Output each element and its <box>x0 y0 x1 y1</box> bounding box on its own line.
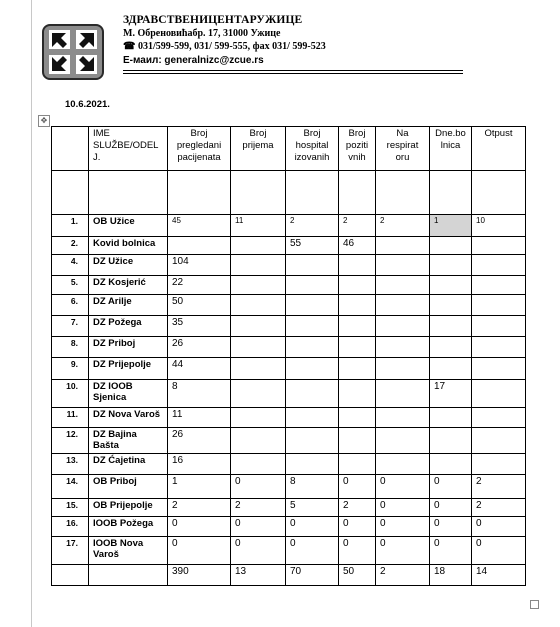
value-cell <box>430 454 472 475</box>
report-date: 10.6.2021. <box>65 99 110 110</box>
page-margin-line <box>31 0 32 627</box>
table-row <box>52 276 526 295</box>
value-cell <box>286 316 339 337</box>
email-line: Е-маил: generalnizc@zcue.rs <box>123 55 264 66</box>
row-number: 12. <box>52 428 89 454</box>
value-cell <box>339 454 376 475</box>
table-row <box>52 428 526 454</box>
total-cell: 18 <box>430 565 472 586</box>
value-cell: 0 <box>231 537 286 565</box>
table-row <box>52 454 526 475</box>
letterhead-rule-bottom <box>123 73 463 74</box>
header-cell: Otpust <box>472 127 526 171</box>
value-cell <box>286 337 339 358</box>
value-cell: 2 <box>376 215 430 237</box>
value-cell <box>339 276 376 295</box>
value-cell: 0 <box>339 517 376 537</box>
row-number: 14. <box>52 475 89 499</box>
service-name: DZ Bajina Bašta <box>89 428 168 454</box>
value-cell: 0 <box>472 517 526 537</box>
value-cell <box>231 276 286 295</box>
row-number: 10. <box>52 380 89 408</box>
value-cell <box>286 454 339 475</box>
value-cell <box>339 337 376 358</box>
value-cell <box>376 337 430 358</box>
table-header-row <box>52 127 526 171</box>
value-cell <box>339 295 376 316</box>
table-row <box>52 499 526 517</box>
value-cell <box>231 295 286 316</box>
value-cell: 2 <box>286 215 339 237</box>
table-row <box>52 215 526 237</box>
table-cell <box>376 171 430 215</box>
table-row <box>52 337 526 358</box>
value-cell <box>339 316 376 337</box>
organization-name: ЗДРАВСТВЕНИЦЕНТАРУЖИЦЕ <box>123 14 303 26</box>
value-cell <box>472 428 526 454</box>
table-empty-row <box>52 171 526 215</box>
header-cell: Broj prijema <box>231 127 286 171</box>
row-number: 4. <box>52 255 89 276</box>
table-row <box>52 380 526 408</box>
letterhead <box>123 14 326 66</box>
table-row <box>52 475 526 499</box>
header-cell: Broj poziti vnih <box>339 127 376 171</box>
value-cell <box>231 358 286 380</box>
totals-row <box>52 565 526 586</box>
service-name: OB Užice <box>89 215 168 237</box>
value-cell <box>231 255 286 276</box>
value-cell: 0 <box>339 537 376 565</box>
value-cell <box>339 408 376 428</box>
value-cell: 2 <box>168 499 231 517</box>
value-cell <box>286 428 339 454</box>
table-row <box>52 517 526 537</box>
value-cell: 0 <box>231 475 286 499</box>
service-name: DZ Požega <box>89 316 168 337</box>
value-cell: 0 <box>376 475 430 499</box>
table-cell <box>430 171 472 215</box>
value-cell: 5 <box>286 499 339 517</box>
value-cell <box>430 237 472 255</box>
value-cell <box>376 380 430 408</box>
value-cell: 2 <box>231 499 286 517</box>
value-cell <box>376 276 430 295</box>
value-cell <box>472 337 526 358</box>
value-cell: 2 <box>339 215 376 237</box>
value-cell <box>472 380 526 408</box>
value-cell <box>430 358 472 380</box>
value-cell <box>472 255 526 276</box>
value-cell: 44 <box>168 358 231 380</box>
table-cell <box>89 171 168 215</box>
table-cell <box>286 171 339 215</box>
value-cell <box>339 358 376 380</box>
letterhead-rule-top <box>123 70 463 71</box>
value-cell: 46 <box>339 237 376 255</box>
value-cell: 0 <box>168 537 231 565</box>
value-cell <box>339 255 376 276</box>
value-cell <box>430 316 472 337</box>
service-name: DZ IOOB Sjenica <box>89 380 168 408</box>
table-row <box>52 295 526 316</box>
table-resize-handle[interactable] <box>530 600 539 609</box>
value-cell <box>430 428 472 454</box>
total-cell: 50 <box>339 565 376 586</box>
value-cell <box>472 358 526 380</box>
value-cell: 26 <box>168 337 231 358</box>
service-name: DZ Nova Varoš <box>89 408 168 428</box>
value-cell: 0 <box>376 537 430 565</box>
value-cell: 50 <box>168 295 231 316</box>
table-cell <box>168 171 231 215</box>
value-cell: 35 <box>168 316 231 337</box>
value-cell <box>231 316 286 337</box>
row-number: 13. <box>52 454 89 475</box>
header-cell: Broj pregledani pacijenata <box>168 127 231 171</box>
table-row <box>52 255 526 276</box>
value-cell <box>376 295 430 316</box>
value-cell: 0 <box>430 499 472 517</box>
health-center-logo <box>42 24 104 80</box>
value-cell: 1 <box>430 215 472 237</box>
value-cell <box>376 316 430 337</box>
value-cell <box>231 237 286 255</box>
value-cell <box>376 408 430 428</box>
value-cell: 0 <box>339 475 376 499</box>
value-cell: 0 <box>231 517 286 537</box>
row-number: 9. <box>52 358 89 380</box>
value-cell: 2 <box>339 499 376 517</box>
value-cell: 0 <box>168 517 231 537</box>
value-cell <box>231 454 286 475</box>
value-cell <box>231 428 286 454</box>
service-name: IOOB Nova Varoš <box>89 537 168 565</box>
service-name: DZ Arilje <box>89 295 168 316</box>
table-cell <box>52 565 89 586</box>
value-cell: 1 <box>168 475 231 499</box>
value-cell: 104 <box>168 255 231 276</box>
service-name: DZ Užice <box>89 255 168 276</box>
value-cell: 0 <box>376 517 430 537</box>
row-number: 6. <box>52 295 89 316</box>
value-cell <box>286 295 339 316</box>
value-cell <box>231 380 286 408</box>
table-row <box>52 408 526 428</box>
value-cell <box>472 408 526 428</box>
service-name: DZ Kosjerić <box>89 276 168 295</box>
value-cell: 0 <box>430 475 472 499</box>
value-cell <box>376 237 430 255</box>
value-cell: 45 <box>168 215 231 237</box>
table-move-handle-icon[interactable]: ✥ <box>38 115 50 127</box>
value-cell: 0 <box>376 499 430 517</box>
value-cell <box>472 237 526 255</box>
table-row <box>52 237 526 255</box>
service-name: OB Prijepolje <box>89 499 168 517</box>
value-cell: 17 <box>430 380 472 408</box>
value-cell <box>430 255 472 276</box>
value-cell <box>472 295 526 316</box>
value-cell: 55 <box>286 237 339 255</box>
value-cell <box>430 276 472 295</box>
table-cell <box>339 171 376 215</box>
phone-line: ☎ 031/599-599, 031/ 599-555, фах 031/ 599-523 <box>123 41 326 52</box>
header-cell: Na respirat oru <box>376 127 430 171</box>
row-number: 5. <box>52 276 89 295</box>
total-cell: 390 <box>168 565 231 586</box>
value-cell <box>376 428 430 454</box>
row-number: 1. <box>52 215 89 237</box>
value-cell <box>472 454 526 475</box>
service-name: OB Priboj <box>89 475 168 499</box>
value-cell: 16 <box>168 454 231 475</box>
table-cell <box>52 171 89 215</box>
value-cell <box>339 428 376 454</box>
address-line: М. Обреновићабр. 17, 31000 Ужице <box>123 28 281 39</box>
service-name: DZ Priboj <box>89 337 168 358</box>
value-cell <box>472 276 526 295</box>
value-cell: 22 <box>168 276 231 295</box>
service-name: Kovid bolnica <box>89 237 168 255</box>
value-cell <box>376 255 430 276</box>
row-number: 16. <box>52 517 89 537</box>
value-cell <box>286 255 339 276</box>
row-number: 11. <box>52 408 89 428</box>
value-cell <box>286 358 339 380</box>
value-cell: 8 <box>286 475 339 499</box>
row-number: 8. <box>52 337 89 358</box>
value-cell <box>231 408 286 428</box>
value-cell <box>168 237 231 255</box>
total-cell: 14 <box>472 565 526 586</box>
value-cell: 0 <box>286 517 339 537</box>
value-cell <box>231 337 286 358</box>
table-row <box>52 316 526 337</box>
total-cell: 70 <box>286 565 339 586</box>
value-cell <box>472 316 526 337</box>
table-row <box>52 358 526 380</box>
table-cell <box>231 171 286 215</box>
value-cell <box>430 337 472 358</box>
service-name: DZ Prijepolje <box>89 358 168 380</box>
value-cell <box>339 380 376 408</box>
row-number: 15. <box>52 499 89 517</box>
header-cell: Broj hospital izovanih <box>286 127 339 171</box>
value-cell: 2 <box>472 475 526 499</box>
value-cell: 8 <box>168 380 231 408</box>
value-cell: 0 <box>472 537 526 565</box>
table-cell <box>472 171 526 215</box>
service-name: DZ Ćajetina <box>89 454 168 475</box>
header-cell: IME SLUŽBE/ODEL J. <box>89 127 168 171</box>
value-cell: 0 <box>430 517 472 537</box>
value-cell <box>286 276 339 295</box>
value-cell: 0 <box>430 537 472 565</box>
row-number: 7. <box>52 316 89 337</box>
table-cell <box>89 565 168 586</box>
row-number: 17. <box>52 537 89 565</box>
total-cell: 13 <box>231 565 286 586</box>
total-cell: 2 <box>376 565 430 586</box>
row-number: 2. <box>52 237 89 255</box>
value-cell: 11 <box>231 215 286 237</box>
value-cell: 26 <box>168 428 231 454</box>
header-cell: Dne.bo lnica <box>430 127 472 171</box>
service-name: IOOB Požega <box>89 517 168 537</box>
value-cell <box>430 295 472 316</box>
table-row <box>52 537 526 565</box>
value-cell <box>286 380 339 408</box>
value-cell <box>286 408 339 428</box>
report-table <box>51 126 526 586</box>
value-cell: 11 <box>168 408 231 428</box>
value-cell <box>376 454 430 475</box>
value-cell <box>376 358 430 380</box>
header-cell <box>52 127 89 171</box>
value-cell: 2 <box>472 499 526 517</box>
value-cell <box>430 408 472 428</box>
value-cell: 10 <box>472 215 526 237</box>
value-cell: 0 <box>286 537 339 565</box>
